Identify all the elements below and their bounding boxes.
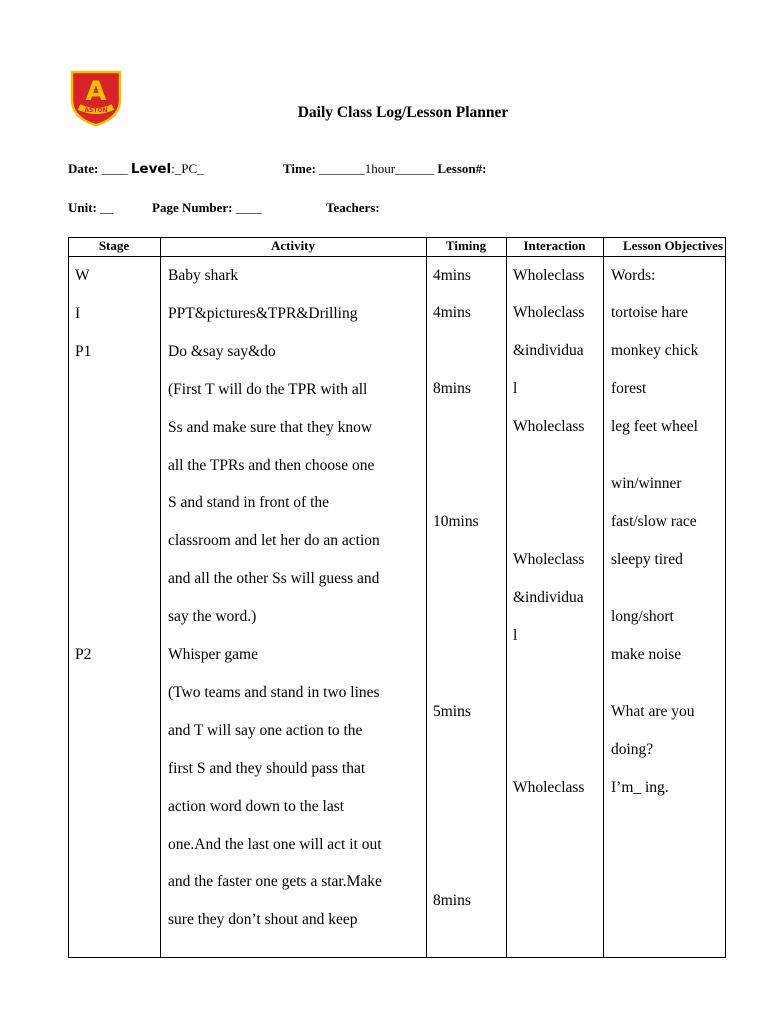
activity-line: sure they don’t shout and keep <box>168 911 358 929</box>
interaction-cell: Wholeclass <box>513 551 585 568</box>
timing-cell: 8mins <box>433 892 471 909</box>
activity-line: Ss and make sure that they know <box>168 418 373 436</box>
stage-cell: P1 <box>75 342 92 360</box>
interaction-cell: l <box>513 380 518 397</box>
objective-line: What are you <box>611 703 695 720</box>
objective-line: I’m_ ing. <box>611 779 669 796</box>
activity-line: (Two teams and stand in two lines <box>168 683 380 701</box>
table-divider <box>506 237 507 958</box>
header-objectives: Lesson Objectives <box>622 238 724 253</box>
date-field <box>68 161 204 177</box>
unit-field <box>68 200 113 216</box>
objective-line: sleepy tired <box>611 551 683 568</box>
activity-line: first S and they should pass that <box>168 759 366 777</box>
page-number-value: ____ <box>232 200 262 215</box>
timing-cell: 8mins <box>433 380 471 397</box>
objective-line: win/winner <box>611 475 682 492</box>
time-field <box>283 161 486 177</box>
objective-line: Words: <box>611 267 656 284</box>
timing-cell: 10mins <box>433 513 479 530</box>
svg-text:ASTON: ASTON <box>84 107 108 114</box>
unit-value: __ <box>96 200 114 215</box>
objective-line: long/short <box>611 608 674 625</box>
activity-line: PPT&pictures&TPR&Drilling <box>168 304 358 322</box>
objective-line: make noise <box>611 646 682 663</box>
activity-line: classroom and let her do an action <box>168 532 380 550</box>
stage-cell: P2 <box>75 646 92 663</box>
activity-line: one.And the last one will act it out <box>168 835 382 853</box>
activity-line: Whisper game <box>168 646 258 663</box>
table-divider <box>603 237 604 958</box>
interaction-cell: l <box>513 627 518 644</box>
activity-line: action word down to the last <box>168 797 345 815</box>
table-divider <box>160 237 161 958</box>
activity-line: say the word.) <box>168 608 257 626</box>
activity-line: (First T will do the TPR with all <box>168 380 368 398</box>
header-activity: Activity <box>270 238 316 253</box>
teachers-label: Teachers: <box>326 200 380 215</box>
date-label: Date: <box>68 161 99 176</box>
interaction-cell: &individua <box>513 589 584 606</box>
activity-line: Baby shark <box>168 267 239 284</box>
timing-cell: 5mins <box>433 703 471 720</box>
page-title: Daily Class Log/Lesson Planner <box>297 104 509 121</box>
objective-line: forest <box>611 380 647 397</box>
interaction-cell: &individua <box>513 342 584 359</box>
table-divider <box>426 237 427 958</box>
time-label: Time: <box>283 161 316 176</box>
activity-line: Do &say say&do <box>168 342 276 360</box>
objective-line: leg feet wheel <box>611 418 698 435</box>
objective-line: doing? <box>611 741 654 758</box>
header-timing: Timing <box>445 238 487 253</box>
activity-line: and T will say one action to the <box>168 721 363 739</box>
svg-text:A: A <box>85 76 107 107</box>
page-number-label: Page Number: <box>152 200 233 215</box>
objective-line: monkey chick <box>611 342 699 359</box>
interaction-cell: Wholeclass <box>513 418 585 435</box>
header-stage: Stage <box>98 238 130 253</box>
activity-line: and all the other Ss will guess and <box>168 570 380 588</box>
activity-line: and the faster one gets a star.Make <box>168 873 382 891</box>
interaction-cell: Wholeclass <box>513 267 585 284</box>
timing-cell: 4mins <box>433 267 471 284</box>
objective-line: fast/slow race <box>611 513 697 530</box>
header-interaction: Interaction <box>523 238 586 253</box>
stage-cell: W <box>75 267 90 284</box>
level-label: Level <box>130 161 172 177</box>
level-value: :_PC_ <box>171 161 204 176</box>
page-number-field <box>152 200 262 216</box>
lesson-number-label: Lesson#: <box>437 161 487 176</box>
timing-cell: 4mins <box>433 304 471 321</box>
objective-line: tortoise hare <box>611 304 689 321</box>
interaction-cell: Wholeclass <box>513 779 585 796</box>
activity-line: S and stand in front of the <box>168 494 330 512</box>
interaction-cell: Wholeclass <box>513 304 585 321</box>
date-value: ____ <box>98 161 131 176</box>
activity-line: all the TPRs and then choose one <box>168 456 375 474</box>
unit-label: Unit: <box>68 200 97 215</box>
stage-cell: I <box>75 304 81 322</box>
time-value: _______1hour______ <box>315 161 435 176</box>
